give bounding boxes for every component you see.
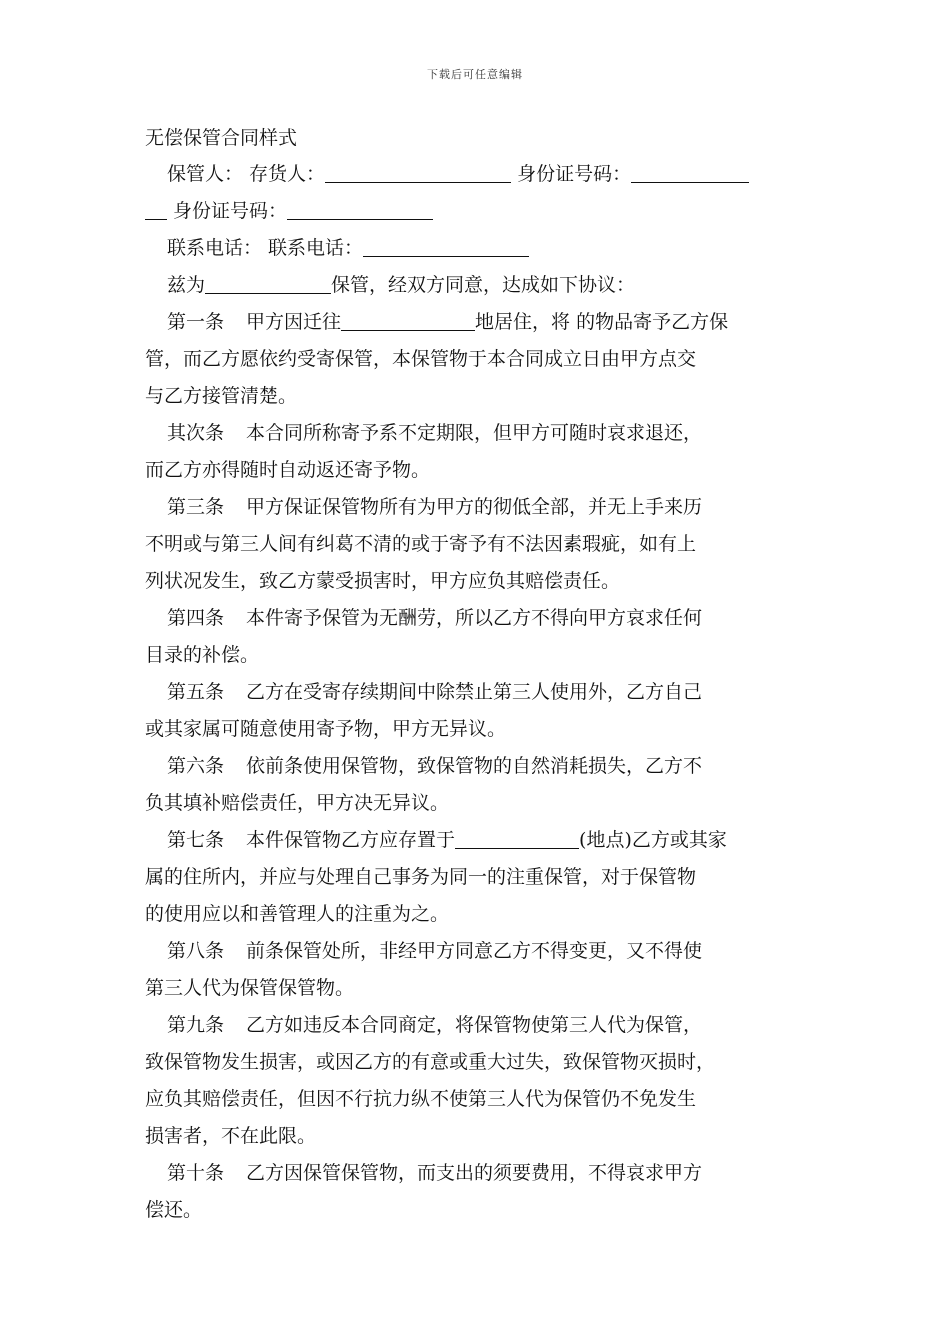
article-number: 第六条 (167, 755, 225, 777)
preamble-line (145, 267, 810, 304)
article-text: 本件寄予保管为无酬劳，所以乙方不得向甲方哀求任何 (246, 607, 703, 629)
id-number-blank (631, 160, 749, 183)
document-title: 无偿保管合同样式 (145, 127, 298, 149)
article-10-line (145, 1155, 810, 1192)
item-blank (205, 271, 331, 294)
article-number: 第十条 (167, 1162, 225, 1184)
article-9-line (145, 1007, 810, 1044)
article-text-line: 不明或与第三人间有纠葛不清的或于寄予有不法因素瑕疵，如有上 (145, 533, 697, 555)
article-8-line (145, 933, 810, 970)
article-text-line: 损害者，不在此限。 (145, 1125, 317, 1147)
id-line (145, 193, 810, 230)
page-header-note: 下载后可任意编辑 (427, 68, 523, 81)
article-text: 甲方保证保管物所有为甲方的彻低全部，并无上手来历 (246, 496, 703, 518)
location-blank (341, 308, 475, 331)
article-text: 前条保管处所，非经甲方同意乙方不得变更，又不得使 (246, 940, 703, 962)
article-number: 第四条 (167, 607, 225, 629)
id-number-label-2: 身份证号码： (167, 200, 288, 222)
article-text-line: 第三人代为保管保管物。 (145, 977, 355, 999)
article-number: 第九条 (167, 1014, 225, 1036)
article-number: 第七条 (167, 829, 225, 851)
article-text-line: 负其填补赔偿责任，甲方决无异议。 (145, 792, 450, 814)
id-number-label: 身份证号码： (511, 163, 632, 185)
article-4-line (145, 600, 810, 637)
article-number: 第八条 (167, 940, 225, 962)
article-text-line: 的使用应以和善管理人的注重为之。 (145, 903, 450, 925)
article-text-line: 属的住所内，并应与处理自己事务为同一的注重保管，对于保管物 (145, 866, 697, 888)
article-text: 本合同所称寄予系不定期限，但甲方可随时哀求退还， (246, 422, 703, 444)
article-text-line: 管，而乙方愿依约受寄保管，本保管物于本合同成立日由甲方点交 (145, 348, 697, 370)
article-text-line: 与乙方接管清楚。 (145, 385, 298, 407)
article-text: 本件保管物乙方应存置于 (246, 829, 456, 851)
article-text-line: 偿还。 (145, 1199, 203, 1221)
article-text-line: 致保管物发生损害，或因乙方的有意或重大过失，致保管物灭损时， (145, 1051, 716, 1073)
preamble-text-a: 兹为 (167, 274, 206, 296)
article-text: (地点)乙方或其家 (579, 829, 727, 851)
article-text-line: 或其家属可随意使用寄予物，甲方无异议。 (145, 718, 507, 740)
article-5-line (145, 674, 810, 711)
article-text: 乙方在受寄存续期间中除禁止第三人使用外，乙方自己 (246, 681, 703, 703)
article-number: 第五条 (167, 681, 225, 703)
article-text: 地居住，将 的物品寄予乙方保 (475, 311, 729, 333)
article-text-line: 应负其赔偿责任，但因不行抗力纵不使第三人代为保管仍不免发生 (145, 1088, 697, 1110)
article-6-line (145, 748, 810, 785)
article-text: 甲方因迁往 (246, 311, 342, 333)
article-3-line (145, 489, 810, 526)
article-text-line: 目录的补偿。 (145, 644, 260, 666)
article-number: 第一条 (167, 311, 225, 333)
phone-line (145, 230, 810, 267)
preamble-text-b: 保管，经双方同意，达成如下协议： (331, 274, 636, 296)
id-number-blank-2 (287, 197, 433, 220)
article-2-line (145, 415, 810, 452)
contract-document (145, 120, 810, 1229)
article-7-line (145, 822, 810, 859)
phone-blank (363, 234, 529, 257)
id-number-blank-cont (145, 197, 167, 220)
phone-labels: 联系电话： 联系电话： (167, 237, 364, 259)
article-text: 乙方因保管保管物，而支出的须要费用，不得哀求甲方 (246, 1162, 703, 1184)
article-text-line: 而乙方亦得随时自动返还寄予物。 (145, 459, 431, 481)
party-labels: 保管人： 存货人： (167, 163, 326, 185)
storage-location-blank (455, 826, 579, 849)
depositor-name-blank (325, 160, 511, 183)
party-line (145, 156, 810, 193)
article-1-line (145, 304, 810, 341)
article-number: 第三条 (167, 496, 225, 518)
article-number: 其次条 (167, 422, 225, 444)
article-text-line: 列状况发生，致乙方蒙受损害时，甲方应负其赔偿责任。 (145, 570, 621, 592)
article-text: 依前条使用保管物，致保管物的自然消耗损失，乙方不 (246, 755, 703, 777)
article-text: 乙方如违反本合同商定，将保管物使第三人代为保管， (246, 1014, 703, 1036)
